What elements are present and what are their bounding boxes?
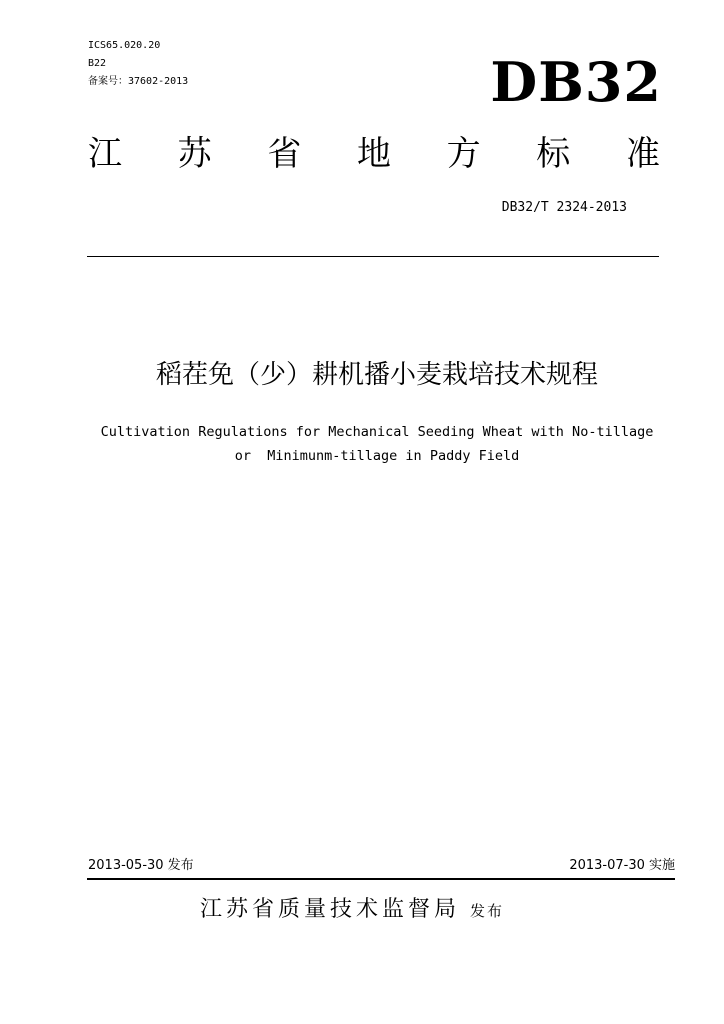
standard-type-char: 地 (356, 134, 391, 174)
ccs-code: B22 (88, 58, 107, 69)
english-title-line-2: or Minimunm-tillage in Paddy Field (234, 448, 520, 464)
header-divider (87, 256, 659, 257)
issuer-action: 发布 (470, 902, 505, 920)
chinese-title: 稻茬免（少）耕机播小麦栽培技术规程 (155, 360, 598, 390)
issuer-organization: 江苏省质量技术监督局 (200, 897, 461, 922)
standard-type-char: 方 (446, 134, 481, 174)
ics-code: ICS65.020.20 (88, 40, 161, 51)
standard-type-char: 准 (625, 134, 660, 174)
standard-type-char: 标 (536, 134, 571, 174)
standard-type-title (88, 132, 660, 176)
issuer (200, 895, 504, 925)
issue-date: 2013-05-30 发布 (88, 858, 194, 873)
english-title-line-1: Cultivation Regulations for Mechanical Seeding Wheat with No-tillage (100, 424, 654, 440)
standard-type-char: 省 (267, 134, 302, 174)
standard-number: DB32/T 2324-2013 (501, 200, 627, 215)
implementation-date: 2013-07-30 实施 (569, 858, 675, 873)
standard-type-char: 江 (88, 134, 122, 174)
standard-type-char: 苏 (177, 134, 212, 174)
footer-divider (87, 878, 675, 880)
filing-number: 备案号：37602-2013 (88, 76, 189, 87)
db32-logo: DB32 (490, 50, 662, 114)
